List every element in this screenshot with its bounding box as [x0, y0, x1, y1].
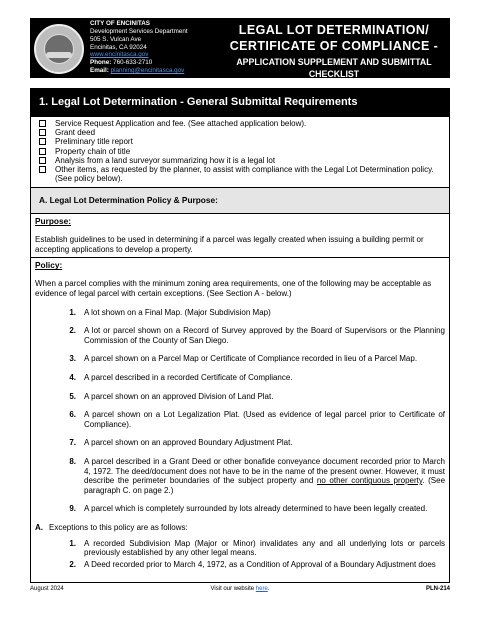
checklist-item	[39, 119, 445, 128]
item-number: 1.	[69, 307, 76, 317]
policy-item	[35, 410, 445, 429]
item-number: 7.	[69, 438, 76, 448]
item-text: A parcel shown on an approved Boundary Adjustment Plat.	[84, 438, 293, 448]
section-1-heading: 1. Legal Lot Determination - General Submittal Requirements	[31, 89, 449, 117]
title-line-1: LEGAL LOT DETERMINATION/	[238, 23, 430, 37]
document-title-block	[220, 22, 448, 80]
subtitle-line-2: CHECKLIST	[308, 69, 360, 80]
city-name: CITY OF ENCINITAS	[90, 20, 150, 27]
policy-item	[35, 326, 445, 345]
item-text: A parcel described in a recorded Certificate of Compliance.	[84, 372, 293, 382]
street-address: 505 S. Vulcan Ave	[90, 35, 142, 43]
checklist-item-label: Preliminary title report	[55, 137, 133, 147]
item-number: 4.	[69, 372, 76, 382]
exception-text: A Deed recorded prior to March 4, 1972, as a Condition of Approval of a Boundary Adjustment does	[84, 559, 436, 569]
checklist-item-label: Property chain of title	[55, 146, 131, 156]
submittal-checklist	[31, 117, 449, 188]
item-number: 8.	[69, 456, 76, 466]
form-number: PLN-214	[425, 586, 450, 592]
policy-item	[35, 308, 445, 318]
document-body	[30, 88, 450, 583]
item-text: A lot shown on a Final Map. (Major Subdivision Map)	[84, 307, 271, 317]
exception-number: 1.	[69, 538, 76, 548]
email-label: Email:	[90, 67, 109, 75]
policy-block	[31, 258, 449, 574]
seal-center	[44, 34, 74, 64]
page-header	[30, 18, 450, 78]
title-line-2: CERTIFICATE OF COMPLIANCE -	[229, 39, 439, 54]
policy-item	[35, 438, 445, 448]
checkbox[interactable]	[39, 138, 46, 145]
item-text-before: A parcel described in a Grant Deed or other bonafide conveyance document recorded prior to March 4, 1972. The deed/document does not have to be in the name of the present owner. However, it must describe the perimeter boundaries of the subject property and	[84, 456, 445, 486]
contact-block	[90, 20, 220, 75]
exceptions-intro: Exceptions to this policy are as follows:	[49, 522, 188, 532]
policy-item	[35, 457, 445, 495]
checklist-item	[39, 165, 445, 183]
item-number: 3.	[69, 354, 76, 364]
phone-label: Phone:	[90, 59, 112, 67]
footer-date: August 2024	[30, 586, 64, 592]
policy-label: Policy:	[35, 260, 63, 271]
item-text	[84, 457, 445, 495]
subtitle-line-1: APPLICATION SUPPLEMENT AND SUBMITTAL	[236, 56, 432, 67]
department-name: Development Services Department	[90, 27, 188, 35]
policy-item	[35, 504, 445, 514]
checkbox[interactable]	[39, 148, 46, 155]
exception-item	[35, 539, 445, 558]
exception-number: 2.	[69, 559, 76, 569]
purpose-text: Establish guidelines to be used in determining if a parcel was legally created when issuing a building permit or accepting applications to develop a property.	[35, 235, 424, 254]
exceptions-list	[35, 539, 445, 570]
checklist-item	[39, 147, 445, 156]
phone-number: 760-633-2710	[113, 59, 153, 67]
exceptions-letter: A.	[35, 522, 43, 532]
item-text-underlined: no other contiguous property	[316, 476, 423, 486]
item-text-after: . (See paragraph C. on page 2.)	[84, 476, 446, 495]
seal-wave-icon	[46, 52, 72, 58]
exception-item	[35, 560, 445, 570]
policy-intro: When a parcel complies with the minimum zoning area requirements, one of the following may be acceptable as evidence of legal parcel with certain exceptions. (See Section A - below.)	[35, 279, 432, 298]
item-text: A parcel which is completely surrounded by lots already determined to have been legally created.	[84, 504, 428, 514]
checklist-item	[39, 128, 445, 137]
phone-line	[90, 59, 220, 67]
footer-website-text: Visit our website	[210, 586, 256, 592]
item-text: A parcel shown on an approved Division of Land Plat.	[84, 391, 274, 401]
policy-list	[35, 308, 445, 514]
checkbox[interactable]	[39, 120, 46, 127]
exceptions-heading	[35, 523, 445, 533]
email-line	[90, 67, 220, 75]
item-number: 6.	[69, 410, 76, 420]
item-number: 9.	[69, 504, 76, 514]
section-a-heading: A. Legal Lot Determination Policy & Purpose:	[31, 188, 449, 214]
checklist-item-label: Analysis from a land surveyor summarizing how it is a legal lot	[55, 155, 276, 165]
checklist-item-label: Grant deed	[55, 128, 96, 138]
purpose-label: Purpose:	[35, 216, 71, 227]
checkbox[interactable]	[39, 157, 46, 164]
policy-item	[35, 373, 445, 383]
purpose-block	[31, 214, 449, 258]
checklist-item-label: Service Request Application and fee. (See attached application below).	[55, 119, 307, 128]
checklist-item	[39, 156, 445, 165]
exception-text: A recorded Subdivision Map (Major or Minor) invalidates any and all underlying lots or parcels previously established by any other legal means.	[84, 538, 445, 558]
policy-item	[35, 354, 445, 364]
email-link[interactable]: planning@encinitasca.gov	[110, 67, 185, 75]
item-text: A parcel shown on a Lot Legalization Plat. (Used as evidence of legal parcel prior to Certificate of Compliance).	[84, 410, 445, 429]
checklist-item-label: Other items, as requested by the planner, to assist with compliance with the Legal Lot Determination policy. (See policy below).	[55, 164, 434, 184]
item-number: 2.	[69, 326, 76, 336]
footer-website-link[interactable]: here	[255, 586, 268, 592]
footer-website-after: .	[267, 586, 270, 592]
checkbox[interactable]	[39, 166, 46, 173]
city-seal-logo	[34, 24, 84, 74]
item-number: 5.	[69, 391, 76, 401]
item-text: A parcel shown on a Parcel Map or Certificate of Compliance recorded in lieu of a Parcel Map.	[84, 354, 418, 364]
checklist-item	[39, 137, 445, 146]
city-state-zip: Encinitas, CA 92024	[90, 43, 147, 51]
footer-website	[30, 586, 450, 593]
item-text: A lot or parcel shown on a Record of Survey approved by the Board of Supervisors or the Planning Commission of the County of San Diego.	[84, 326, 445, 345]
website-link[interactable]: www.encinitasca.gov	[90, 51, 149, 59]
checkbox[interactable]	[39, 129, 46, 136]
policy-item	[35, 392, 445, 402]
